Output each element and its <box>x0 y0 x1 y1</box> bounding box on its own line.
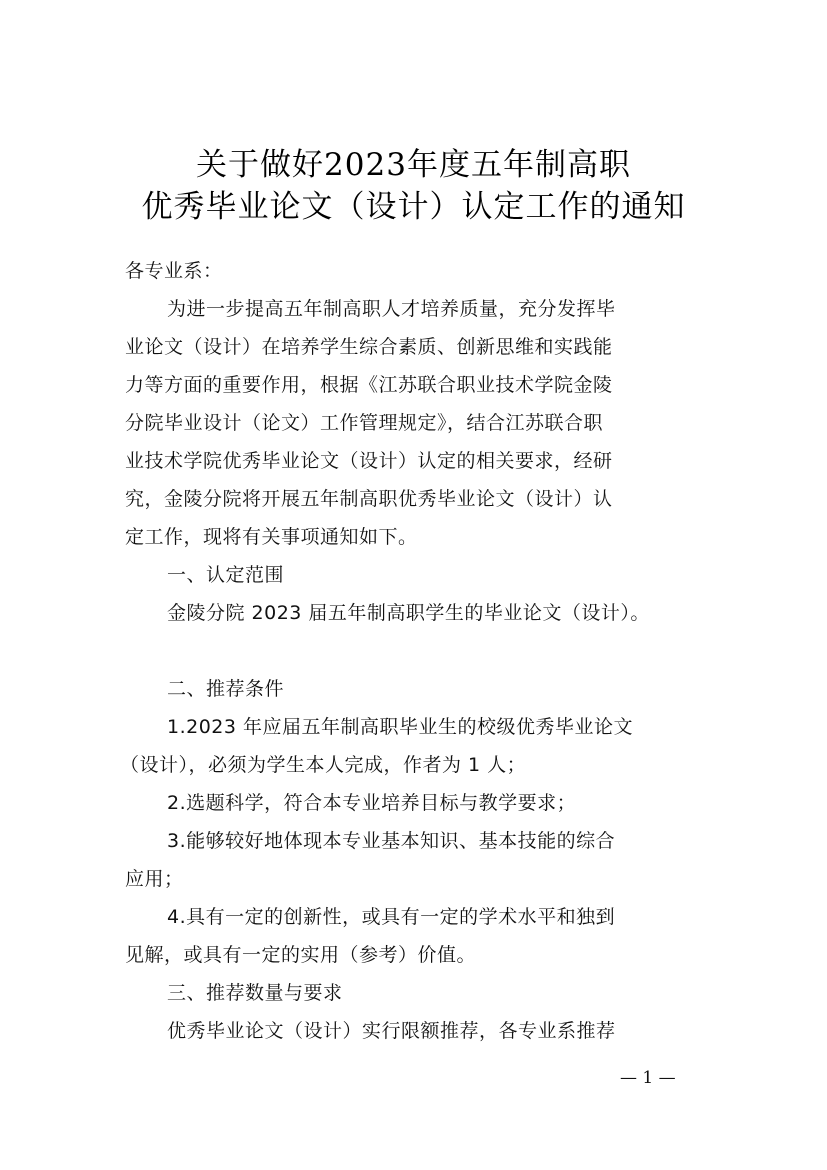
document-title-line-1: 关于做好2023年度五年制高职 <box>196 147 631 183</box>
intro-line: 为进一步提高五年制高职人才培养质量，充分发挥毕 <box>167 298 616 320</box>
item-3-line-2: 应用； <box>125 868 184 890</box>
section-3-heading: 三、推荐数量与要求 <box>167 982 343 1004</box>
intro-line: 究，金陵分院将开展五年制高职优秀毕业论文（设计）认 <box>125 488 613 510</box>
page-number: — 1 — <box>620 1068 676 1088</box>
intro-line: 分院毕业设计（论文）工作管理规定》，结合江苏联合职 <box>125 412 604 434</box>
section-1-heading: 一、认定范围 <box>167 564 285 586</box>
intro-line: 业技术学院优秀毕业论文（设计）认定的相关要求，经研 <box>125 450 613 472</box>
salutation: 各专业系： <box>125 260 223 282</box>
item-3-line-1: 3.能够较好地体现本专业基本知识、基本技能的综合 <box>167 830 616 852</box>
intro-line: 业论文（设计）在培养学生综合素质、创新思维和实践能 <box>125 336 613 358</box>
document-title-line-2: 优秀毕业论文（设计）认定工作的通知 <box>141 189 686 225</box>
item-1-line-1: 1.2023 年应届五年制高职毕业生的校级优秀毕业论文 <box>167 716 634 738</box>
item-2: 2.选题科学，符合本专业培养目标与教学要求； <box>167 792 577 814</box>
intro-line: 力等方面的重要作用，根据《江苏联合职业技术学院金陵 <box>125 374 613 396</box>
item-1-line-2: （设计），必须为学生本人完成，作者为 1 人； <box>120 754 527 776</box>
section-1-text: 金陵分院 2023 届五年制高职学生的毕业论文（设计）。 <box>167 602 650 624</box>
item-4-line-2: 见解，或具有一定的实用（参考）价值。 <box>125 944 477 966</box>
item-4-line-1: 4.具有一定的创新性，或具有一定的学术水平和独到 <box>167 906 616 928</box>
section-2-heading: 二、推荐条件 <box>167 678 285 700</box>
section-3-text: 优秀毕业论文（设计）实行限额推荐，各专业系推荐 <box>167 1020 616 1042</box>
intro-line: 定工作，现将有关事项通知如下。 <box>125 526 418 548</box>
